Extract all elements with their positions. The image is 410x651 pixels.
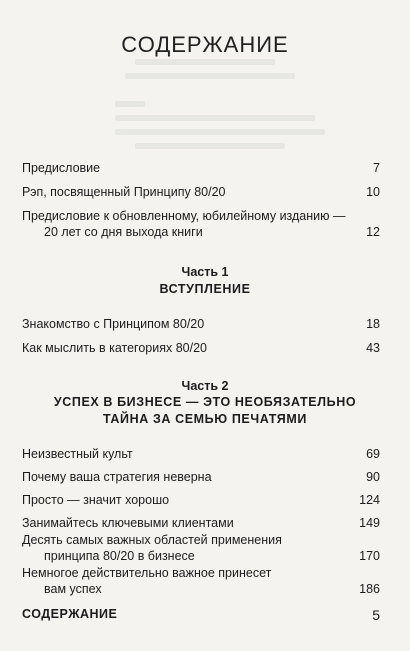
toc-entry-title: Как мыслить в категориях 80/20 xyxy=(22,341,208,355)
toc-entry-title-continued: вам успех xyxy=(44,582,102,596)
toc-entry-title: Десять самых важных областей применения xyxy=(22,533,282,547)
toc-entry[interactable] xyxy=(22,184,380,200)
toc-entry-page: 149 xyxy=(359,516,380,530)
part-title-line1: УСПЕХ В БИЗНЕСЕ — ЭТО НЕОБЯЗАТЕЛЬНО xyxy=(53,395,357,409)
toc-entry-title: Неизвестный культ xyxy=(22,447,133,461)
toc-entry-title: Предисловие xyxy=(22,161,101,175)
toc-entry-page: 43 xyxy=(366,341,380,355)
toc-entry-page: 90 xyxy=(366,470,380,484)
toc-entry[interactable] xyxy=(22,208,380,240)
toc-entry-title: Знакомство с Принципом 80/20 xyxy=(22,317,205,331)
toc-entry-title-continued: принципа 80/20 в бизнесе xyxy=(44,549,195,563)
toc-entry[interactable] xyxy=(22,565,380,597)
toc-entry-title-continued: 20 лет со дня выхода книги xyxy=(44,225,203,239)
toc-entry-page: 7 xyxy=(373,161,380,175)
toc-entry-page: 124 xyxy=(359,493,380,507)
page-number: 5 xyxy=(372,607,380,623)
toc-entry[interactable] xyxy=(22,469,380,485)
toc-entry[interactable] xyxy=(22,446,380,462)
footer-section-title: СОДЕРЖАНИЕ xyxy=(22,607,118,621)
toc-entry-page: 170 xyxy=(359,549,380,563)
toc-entry-page: 18 xyxy=(366,317,380,331)
page-footer xyxy=(22,607,380,623)
page-title: СОДЕРЖАНИЕ xyxy=(121,32,289,57)
toc-entry-page: 69 xyxy=(366,447,380,461)
toc-entry-page: 10 xyxy=(366,185,380,199)
toc-entry[interactable] xyxy=(22,515,380,531)
toc-entry-title: Немногое действительно важное принесет xyxy=(22,566,272,580)
part-label: Часть 2 xyxy=(181,379,229,393)
part-label: Часть 1 xyxy=(181,265,229,279)
toc-entry[interactable] xyxy=(22,340,380,356)
part-title: ВСТУПЛЕНИЕ xyxy=(159,282,251,296)
toc-entry-title: Занимайтесь ключевыми клиентами xyxy=(22,516,234,530)
toc-entry[interactable] xyxy=(22,316,380,332)
toc-entry-title: Рэп, посвященный Принципу 80/20 xyxy=(22,185,226,199)
toc-entry-page: 186 xyxy=(359,582,380,596)
toc-entry[interactable] xyxy=(22,532,380,564)
part-title-line2: ТАЙНА ЗА СЕМЬЮ ПЕЧАТЯМИ xyxy=(102,412,307,426)
toc-entry[interactable] xyxy=(22,492,380,508)
toc-entry-title: Предисловие к обновленному, юбилейному изданию — xyxy=(22,209,346,223)
toc-entry[interactable] xyxy=(22,160,380,176)
show-through-text xyxy=(95,55,355,175)
toc-entry-page: 12 xyxy=(366,225,380,239)
toc-entry-title: Просто — значит хорошо xyxy=(22,493,170,507)
toc-entry-title: Почему ваша стратегия неверна xyxy=(22,470,212,484)
